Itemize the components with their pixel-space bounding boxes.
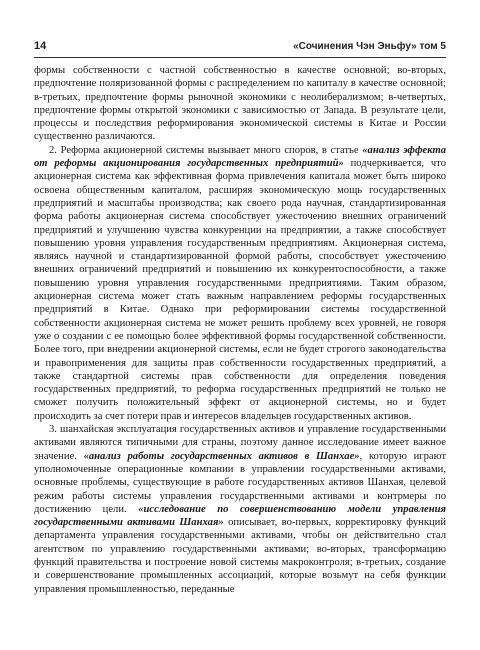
paragraph-joint-stock-reform bbox=[34, 144, 446, 423]
article-title-emphasis: «анализ работы государственных активов в Шанхае» bbox=[83, 450, 360, 462]
page-number: 14 bbox=[34, 40, 47, 52]
paragraph-text: 3. шанхайская эксплуатация государственных активов и управление государственными активами являются типичными для страны, поэтому данное исследование имеет важное значение. bbox=[34, 424, 446, 462]
page-body bbox=[34, 64, 446, 596]
page-header bbox=[34, 40, 446, 52]
paragraph-continued bbox=[34, 64, 446, 144]
paragraph-text: 2. Реформа акционерной системы вызывает много споров, в статье bbox=[49, 144, 363, 156]
paragraph-text: , которую играют уполномоченные операционные компании в управлении государственными активами, основные проблемы, существующие в работе государственных активов Шанхая, целевой режим работы системы управления государственными активами и контрмеры по достижению цели. bbox=[34, 450, 446, 515]
article-title-emphasis: «анализ эффекта от реформы акционирования государственных предприятий» bbox=[34, 144, 446, 170]
header-rule bbox=[34, 57, 446, 58]
paragraph-text: подчеркивается, что акционерная система как эффективная форма привлечения капитала может быть широко освоена общественным капиталом, расширяя экономическую мощь государственных предприятий и масштабы производства; как своего рода научная, стандартизированная форма работы акционерная система способствует ужесточению внешних ограничений предприятий и улучшению чувства конкуренции на предприятии, а также способствует повышению уровня управления государственным предприятиям. Акционерная система, являясь научной и стандартизированной формой работы, способствует ужесточению внешних ограничений предприятий и повышению их конкурентоспособности, а также повышению уровня управления государственными предприятиями. Таким образом, акционерная система может стать важным направлением реформы государственных предприятий в Китае. Однако при реформировании системы государственной собственности акционерная система не может решить проблему всех уровней, не говоря уже о создании с ее помощью более эффективной формы государственной собственности. Более того, при внедрении акционерной системы, если не будет строгого законодательства и правоприменения для защиты прав собственности государственных предприятий, а также стандартной системы прав собственности для определения поведения государственных предприятий, то реформа государственных предприятий не только не сможет получить положительный эффект от акционерной системы, но и будет происходить за счет потери прав и интересов владельцев государственных активов. bbox=[34, 158, 446, 422]
paragraph-shanghai-assets bbox=[34, 423, 446, 596]
running-title: «Сочинения Чэн Эньфу» том 5 bbox=[293, 41, 446, 52]
article-title-emphasis: «исследование по совершенствованию модели управления государственными активами Шанхая» bbox=[34, 503, 446, 529]
paragraph-text: формы собственности с частной собственностью в качестве основной; во-вторых, предпочтение поляризованной формы с распределением по капиталу в качестве основной; в-третьих, предпочтение формы рыночной экономики с неолиберализмом; в-четвертых, предпочтение формы открытой экономики с зависимостью от Запада. В результате цели, процессы и последствия реформирования экономической системы в Китае и России существенно различаются. bbox=[34, 65, 446, 143]
paragraph-text: описывает, во-первых, корректировку функций департамента управления государственными активами, чтобы он действительно стал агентством по управлению государственными активами; во-вторых, трансформацию функций правительства и построение новой системы макроконтроля; в-третьих, создание и совершенствование промышленных ассоциаций, которые возьмут на себя функции управления промышленностью, переданные bbox=[34, 517, 447, 595]
